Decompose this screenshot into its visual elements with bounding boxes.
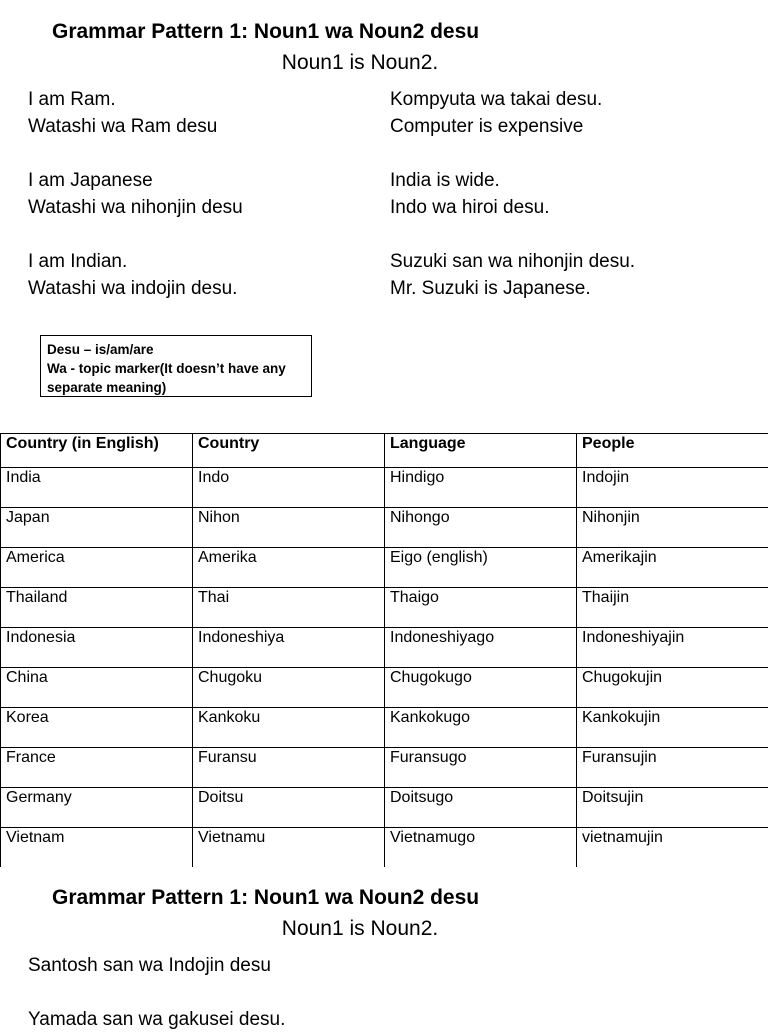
header-language: Language (385, 434, 577, 468)
cell-country-english: China (1, 668, 193, 708)
example-english: Computer is expensive (390, 113, 635, 140)
example-english: Mr. Suzuki is Japanese. (390, 275, 635, 302)
table-row (1, 828, 768, 868)
header-people: People (577, 434, 768, 468)
cell-country-english: Korea (1, 708, 193, 748)
cell-country: Indo (193, 468, 385, 508)
page-subtitle: Noun1 is Noun2. (0, 51, 720, 75)
cell-language: Thaigo (385, 588, 577, 628)
cell-country: Indoneshiya (193, 628, 385, 668)
cell-country-english: Indonesia (1, 628, 193, 668)
cell-people: Kankokujin (577, 708, 768, 748)
page-title: Grammar Pattern 1: Noun1 wa Noun2 desu (52, 20, 479, 44)
cell-country: Nihon (193, 508, 385, 548)
cell-country: Kankoku (193, 708, 385, 748)
cell-people: Amerikajin (577, 548, 768, 588)
example-japanese: Suzuki san wa nihonjin desu. (390, 248, 635, 275)
example-pair (390, 86, 635, 140)
example-pair (390, 167, 635, 221)
table-row (1, 788, 768, 828)
example-english: I am Ram. (28, 86, 243, 113)
table-header-row (1, 434, 768, 468)
cell-country: Doitsu (193, 788, 385, 828)
cell-people: Nihonjin (577, 508, 768, 548)
practice-sentences (28, 952, 285, 1033)
section-title: Grammar Pattern 1: Noun1 wa Noun2 desu (52, 886, 479, 910)
table-row (1, 548, 768, 588)
cell-country-english: Germany (1, 788, 193, 828)
cell-country-english: France (1, 748, 193, 788)
cell-language: Indoneshiyago (385, 628, 577, 668)
grammar-note-box (40, 335, 312, 397)
example-japanese: Kompyuta wa takai desu. (390, 86, 635, 113)
note-wa: Wa - topic marker(It doesn’t have any separate meaning) (47, 359, 305, 397)
example-japanese: Watashi wa Ram desu (28, 113, 243, 140)
examples-right (390, 86, 635, 329)
example-pair (28, 167, 243, 221)
table-row (1, 588, 768, 628)
cell-country-english: Japan (1, 508, 193, 548)
cell-country: Furansu (193, 748, 385, 788)
practice-sentence: Yamada san wa gakusei desu. (28, 1006, 285, 1033)
cell-country: Thai (193, 588, 385, 628)
example-pair (28, 248, 243, 302)
note-desu: Desu – is/am/are (47, 340, 305, 359)
section-subtitle: Noun1 is Noun2. (0, 917, 720, 941)
table-row (1, 508, 768, 548)
header-country: Country (193, 434, 385, 468)
example-english: I am Japanese (28, 167, 243, 194)
table-row (1, 668, 768, 708)
vocabulary-table (0, 433, 768, 867)
cell-country-english: Vietnam (1, 828, 193, 868)
cell-language: Vietnamugo (385, 828, 577, 868)
example-pair (28, 86, 243, 140)
example-japanese: Watashi wa indojin desu. (28, 275, 243, 302)
cell-language: Nihongo (385, 508, 577, 548)
cell-people: Furansujin (577, 748, 768, 788)
example-japanese: Indo wa hiroi desu. (390, 194, 635, 221)
cell-language: Eigo (english) (385, 548, 577, 588)
cell-country-english: Thailand (1, 588, 193, 628)
table-row (1, 628, 768, 668)
example-pair (390, 248, 635, 302)
cell-country-english: America (1, 548, 193, 588)
cell-people: Chugokujin (577, 668, 768, 708)
cell-language: Hindigo (385, 468, 577, 508)
cell-people: Thaijin (577, 588, 768, 628)
cell-language: Chugokugo (385, 668, 577, 708)
table-row (1, 748, 768, 788)
cell-language: Doitsugo (385, 788, 577, 828)
examples-left (28, 86, 243, 329)
cell-country: Amerika (193, 548, 385, 588)
example-japanese: Watashi wa nihonjin desu (28, 194, 243, 221)
table-row (1, 708, 768, 748)
cell-country: Vietnamu (193, 828, 385, 868)
cell-language: Furansugo (385, 748, 577, 788)
example-english: India is wide. (390, 167, 635, 194)
cell-country: Chugoku (193, 668, 385, 708)
table-row (1, 468, 768, 508)
cell-country-english: India (1, 468, 193, 508)
practice-sentence: Santosh san wa Indojin desu (28, 952, 285, 979)
example-english: I am Indian. (28, 248, 243, 275)
cell-people: Doitsujin (577, 788, 768, 828)
cell-people: Indojin (577, 468, 768, 508)
cell-people: vietnamujin (577, 828, 768, 868)
cell-language: Kankokugo (385, 708, 577, 748)
cell-people: Indoneshiyajin (577, 628, 768, 668)
header-country-english: Country (in English) (1, 434, 193, 468)
